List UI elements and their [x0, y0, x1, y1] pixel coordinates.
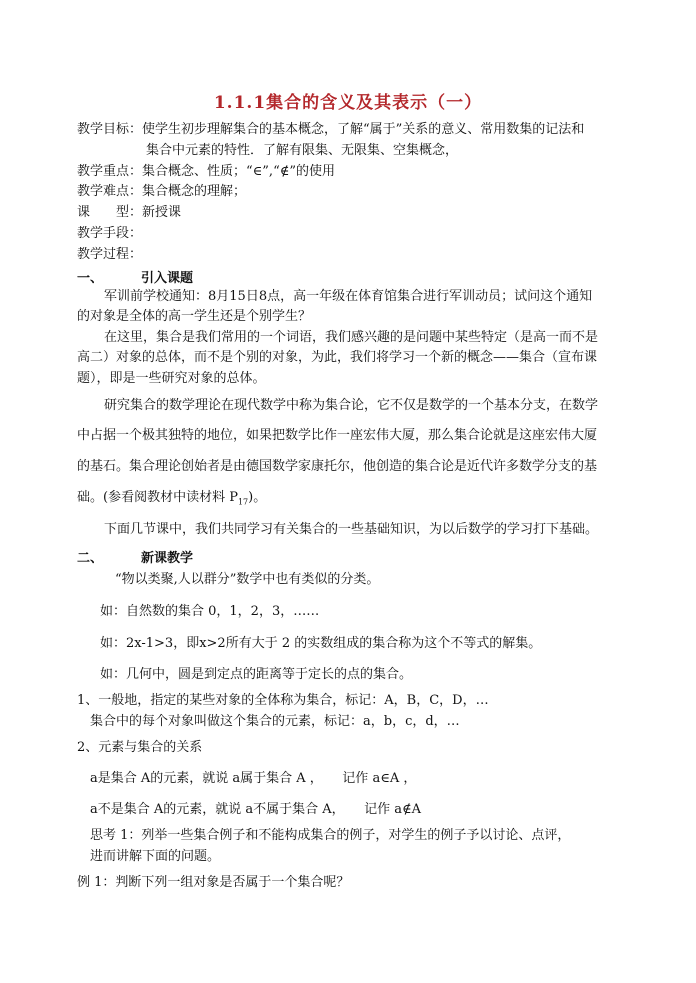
example-circle: 如：几何中，圆是到定点的距离等于定长的点的集合。: [100, 667, 413, 682]
para-1-line-2: 的对象是全体的高一学生还是个别学生？: [77, 309, 312, 324]
difficulty-text: 集合概念的理解；: [142, 184, 247, 199]
difficulty-line: [77, 184, 246, 200]
example-inequality: 如：2x-1>3，即x>2所有大于 2 的实数组成的集合称为这个不等式的解集。: [100, 636, 542, 651]
lesson-type-line: [77, 205, 181, 221]
para-3-line-1: 研究集合的数学理论在现代数学中称为集合论，它不仅是数学的一个基本分支，在数学: [104, 398, 599, 413]
relation-belongs: a是集合 A的元素，就说 a属于集合 A ， 记作 a∈A ，: [90, 771, 417, 786]
type-text: 新授课: [142, 205, 182, 220]
teaching-means-label: 教学手段：: [77, 226, 143, 241]
document-title: 1.1.1集合的含义及其表示（一）: [213, 93, 483, 113]
difficulty-label: 教学难点：: [77, 184, 143, 199]
definition-1-line-2: 集合中的每个对象叫做这个集合的元素，标记：a，b，c，d，…: [90, 714, 460, 729]
section-1-heading: [77, 267, 193, 286]
section-2-number: 二、: [77, 551, 104, 566]
para-3-line-4: [77, 490, 266, 511]
definition-1-line-1: 1、一般地，指定的某些对象的全体称为集合，标记：A，B，C，D，…: [77, 693, 489, 708]
key-label: 教学重点：: [77, 164, 143, 179]
para-2-line-3: 题），即是一些研究对象的总体。: [77, 371, 266, 386]
classification-intro: “物以类聚,人以群分”数学中也有类似的分类。: [115, 572, 380, 587]
key-points-line: [77, 164, 335, 180]
example-1: 例 1：判断下列一组对象是否属于一个集合呢？: [77, 875, 350, 890]
goal-label: 教学目标：: [77, 122, 143, 137]
teaching-process-label: 教学过程：: [77, 247, 143, 262]
section-2-heading: [77, 547, 193, 566]
section-1-title: 引入课题: [141, 271, 194, 286]
key-text: 集合概念、性质；“∈”,“∉”的使用: [142, 164, 335, 179]
think-line-2: 进而讲解下面的问题。: [90, 849, 221, 864]
para-1-line-1: 军训前学校通知：8月15日8点，高一年级在体育馆集合进行军训动员；试问这个通知: [104, 289, 593, 304]
para-3-line-4-post: )。: [248, 490, 267, 505]
section-1-number: 一、: [77, 271, 104, 286]
para-4: 下面几节课中，我们共同学习有关集合的一些基础知识，为以后数学的学习打下基础。: [104, 522, 599, 537]
para-2-line-1: 在这里，集合是我们常用的一个词语，我们感兴趣的是问题中某些特定（是高一而不是: [104, 330, 599, 345]
goal-text: 使学生初步理解集合的基本概念，了解“属于”关系的意义、常用数集的记法和: [142, 122, 585, 137]
goal-line-1: [77, 122, 584, 138]
page-ref-subscript: 17: [237, 497, 249, 507]
para-3-line-2: 中占据一个极其独特的地位，如果把数学比作一座宏伟大厦，那么集合论就是这座宏伟大厦: [77, 428, 598, 443]
example-natural-numbers: 如：自然数的集合 0，1，2，3，……: [100, 604, 320, 619]
relation-not-belongs: a不是集合 A的元素，就说 a不属于集合 A， 记作 a∉A: [90, 802, 422, 817]
think-line-1: 思考 1：列举一些集合例子和不能构成集合的例子，对学生的例子予以讨论、点评，: [90, 828, 571, 843]
type-label: 课 型：: [77, 205, 143, 220]
section-2-title: 新课教学: [141, 551, 194, 566]
para-3-line-3: 的基石。集合理论创始者是由德国数学家康托尔，他创造的集合论是近代许多数学分支的基: [77, 459, 598, 474]
para-2-line-2: 高二）对象的总体，而不是个别的对象，为此，我们将学习一个新的概念——集合（宣布课: [77, 350, 598, 365]
para-3-line-4-pre: 础。(参看阅教材中读材料 P: [77, 490, 238, 505]
goal-line-2: 集合中元素的特性．了解有限集、无限集、空集概念，: [146, 143, 459, 158]
definition-2-title: 2、元素与集合的关系: [77, 740, 203, 755]
